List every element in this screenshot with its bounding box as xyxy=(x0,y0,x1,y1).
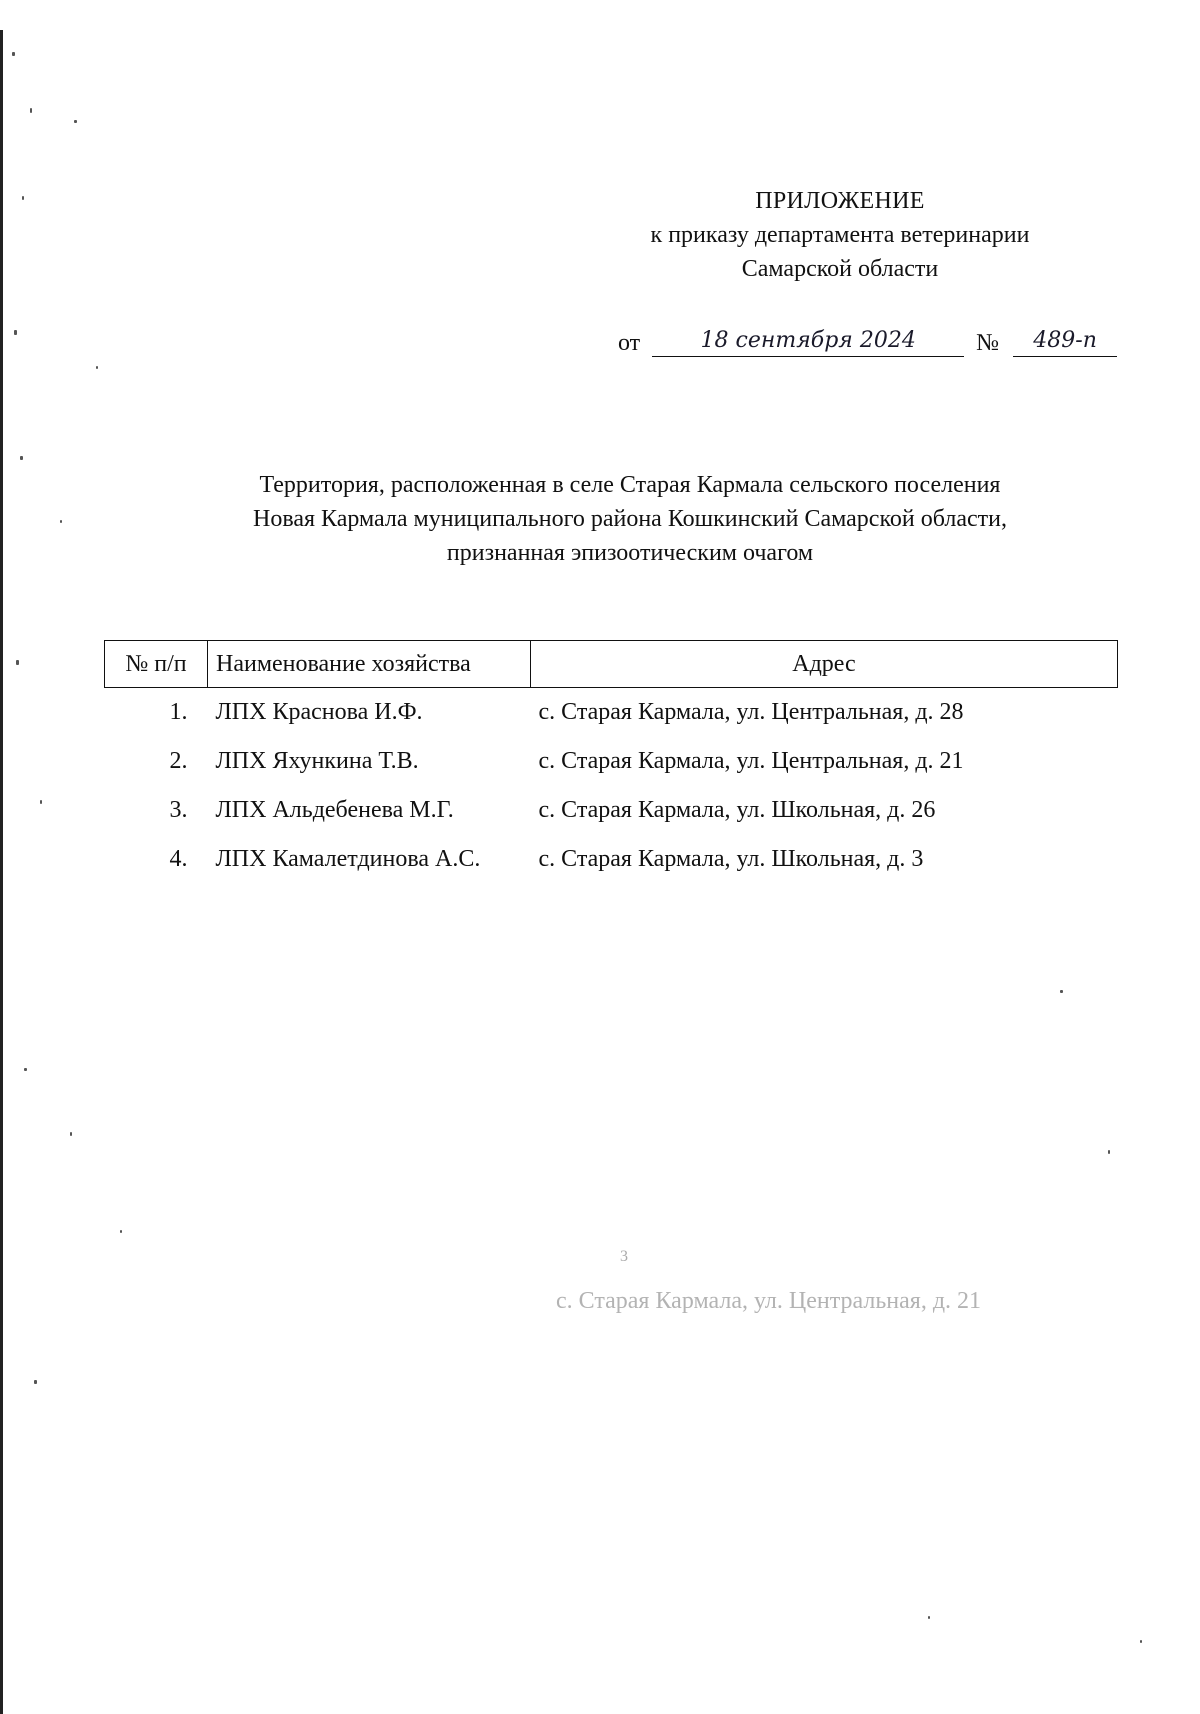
scan-speck xyxy=(30,108,32,113)
order-number-label: № xyxy=(976,330,1000,356)
heading-line-1: Территория, расположенная в селе Старая Кармала сельского поселения xyxy=(259,472,1001,498)
table-row xyxy=(105,835,1118,884)
scan-speck xyxy=(70,1132,72,1136)
header-farm-name: Наименование хозяйства xyxy=(208,641,531,688)
scan-speck xyxy=(14,330,17,335)
appendix-line-region: Самарской области xyxy=(741,256,939,282)
scan-speck xyxy=(928,1616,930,1619)
scan-speck xyxy=(22,196,24,200)
scan-speck xyxy=(120,1230,122,1233)
scan-speck xyxy=(34,1380,37,1384)
scan-speck xyxy=(12,52,15,56)
scan-speck xyxy=(16,660,19,665)
row-address: с. Старая Кармала, ул. Школьная, д. 26 xyxy=(538,797,936,823)
table-row xyxy=(105,737,1118,786)
bleed-through-mark: 3 xyxy=(620,1248,628,1265)
order-date-number-line xyxy=(618,326,1117,362)
appendix-header xyxy=(580,184,1100,286)
bleed-through-text: с. Старая Кармала, ул. Центральная, д. 21 xyxy=(556,1288,982,1314)
scan-speck xyxy=(1060,990,1063,993)
table-header-row xyxy=(105,641,1118,688)
appendix-line-order-ref: к приказу департамента ветеринарии xyxy=(650,222,1030,248)
header-number: № п/п xyxy=(105,641,208,688)
row-farm-name: ЛПХ Яхункина Т.В. xyxy=(215,748,419,774)
table-row xyxy=(105,688,1118,738)
scan-edge xyxy=(0,30,3,1714)
document-heading xyxy=(160,468,1100,570)
row-address: с. Старая Кармала, ул. Школьная, д. 3 xyxy=(538,846,924,872)
heading-line-3: признанная эпизоотическим очагом xyxy=(446,540,814,566)
row-number: 4. xyxy=(169,846,188,872)
scan-speck xyxy=(24,1068,27,1071)
row-number: 3. xyxy=(169,797,188,823)
appendix-title: ПРИЛОЖЕНИЕ xyxy=(755,188,925,214)
row-farm-name: ЛПХ Краснова И.Ф. xyxy=(215,699,423,725)
scan-speck xyxy=(74,120,77,123)
order-number-handwritten: 489-п xyxy=(1013,326,1117,357)
row-address: с. Старая Кармала, ул. Центральная, д. 21 xyxy=(538,748,964,774)
scan-speck xyxy=(1140,1640,1142,1643)
scan-speck xyxy=(96,366,98,369)
heading-line-2: Новая Кармала муниципального района Кошкинский Самарской области, xyxy=(253,506,1007,532)
row-farm-name: ЛПХ Камалетдинова А.С. xyxy=(215,846,481,872)
farms-table xyxy=(104,640,1118,884)
row-farm-name: ЛПХ Альдебенева М.Г. xyxy=(215,797,454,823)
row-address: с. Старая Кармала, ул. Центральная, д. 28 xyxy=(538,699,964,725)
header-address: Адрес xyxy=(531,641,1118,688)
scan-speck xyxy=(20,456,23,460)
table-row xyxy=(105,786,1118,835)
order-date-handwritten: 18 сентября 2024 xyxy=(652,326,964,357)
row-number: 2. xyxy=(169,748,188,774)
scan-speck xyxy=(40,800,42,804)
scan-speck xyxy=(1108,1150,1110,1154)
row-number: 1. xyxy=(169,699,188,725)
order-from-label: от xyxy=(618,330,641,356)
scan-speck xyxy=(60,520,62,523)
